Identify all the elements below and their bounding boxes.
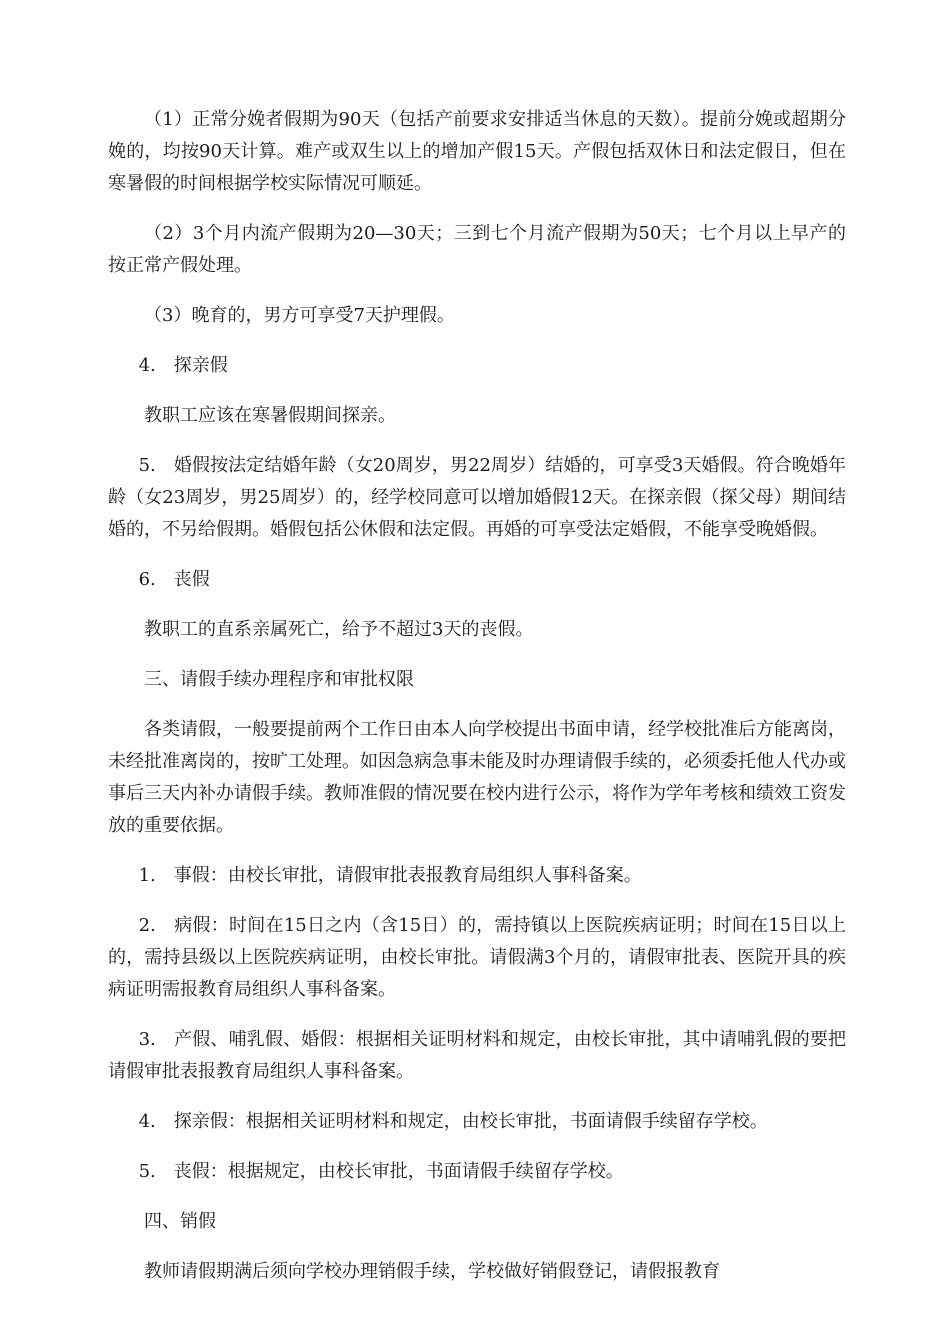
paragraph-personal-leave-approval: 1. 事假：由校长审批，请假审批表报教育局组织人事科备案。 <box>138 865 642 886</box>
paragraph-family-visit-approval: 4. 探亲假：根据相关证明材料和规定，由校长审批，书面请假手续留存学校。 <box>138 1111 768 1132</box>
paragraph-maternity-approval: 3. 产假、哺乳假、婚假：根据相关证明材料和规定，由校长审批，其中请哺乳假的要把请假审批表报教育局组织人事科备案。 <box>108 1029 846 1082</box>
heading-family-visit-leave: 4. 探亲假 <box>138 355 228 376</box>
section-heading-cancel-leave: 四、销假 <box>144 1211 216 1232</box>
paragraph-leave-application: 各类请假，一般要提前两个工作日由本人向学校提出书面申请，经学校批准后方能离岗，未经批准离岗的，按旷工处理。如因急病急事未能及时办理请假手续的，必须委托他人代办或事后三天内补办请假手续。教师准假的情况要在校内进行公示，将作为学年考核和绩效工资发放的重要依据。 <box>108 719 846 836</box>
document-body <box>108 104 846 1306</box>
paragraph-paternity-leave: （3）晚育的，男方可享受7天护理假。 <box>144 305 455 326</box>
paragraph-bereavement-approval: 5. 丧假：根据规定，由校长审批，书面请假手续留存学校。 <box>138 1161 624 1182</box>
paragraph-bereavement-rule: 教职工的直系亲属死亡，给予不超过3天的丧假。 <box>144 619 534 640</box>
paragraph-marriage-leave: 5. 婚假按法定结婚年龄（女20周岁，男22周岁）结婚的，可享受3天婚假。符合晚婚年龄（女23周岁，男25周岁）的，经学校同意可以增加婚假12天。在探亲假（探父母）期间结婚的，不另给假期。婚假包括公休假和法定假。再婚的可享受法定婚假，不能享受晚婚假。 <box>108 455 846 540</box>
section-heading-procedures: 三、请假手续办理程序和审批权限 <box>144 669 414 690</box>
paragraph-miscarriage-leave: （2）3个月内流产假期为20—30天；三到七个月流产假期为50天；七个月以上早产的按正常产假处理。 <box>108 223 846 276</box>
paragraph-family-visit-rule: 教职工应该在寒暑假期间探亲。 <box>144 405 396 426</box>
paragraph-cancel-leave: 教师请假期满后须向学校办理销假手续，学校做好销假登记，请假报教育 <box>144 1261 720 1282</box>
paragraph-sick-leave-approval: 2. 病假：时间在15日之内（含15日）的，需持镇以上医院疾病证明；时间在15日以上的，需持县级以上医院疾病证明，由校长审批。请假满3个月的，请假审批表、医院开具的疾病证明需报教育局组织人事科备案。 <box>108 915 846 1000</box>
paragraph-maternity-normal: （1）正常分娩者假期为90天（包括产前要求安排适当休息的天数）。提前分娩或超期分娩的，均按90天计算。难产或双生以上的增加产假15天。产假包括双休日和法定假日，但在寒暑假的时间根据学校实际情况可顺延。 <box>108 109 846 194</box>
heading-bereavement-leave: 6. 丧假 <box>138 569 210 590</box>
